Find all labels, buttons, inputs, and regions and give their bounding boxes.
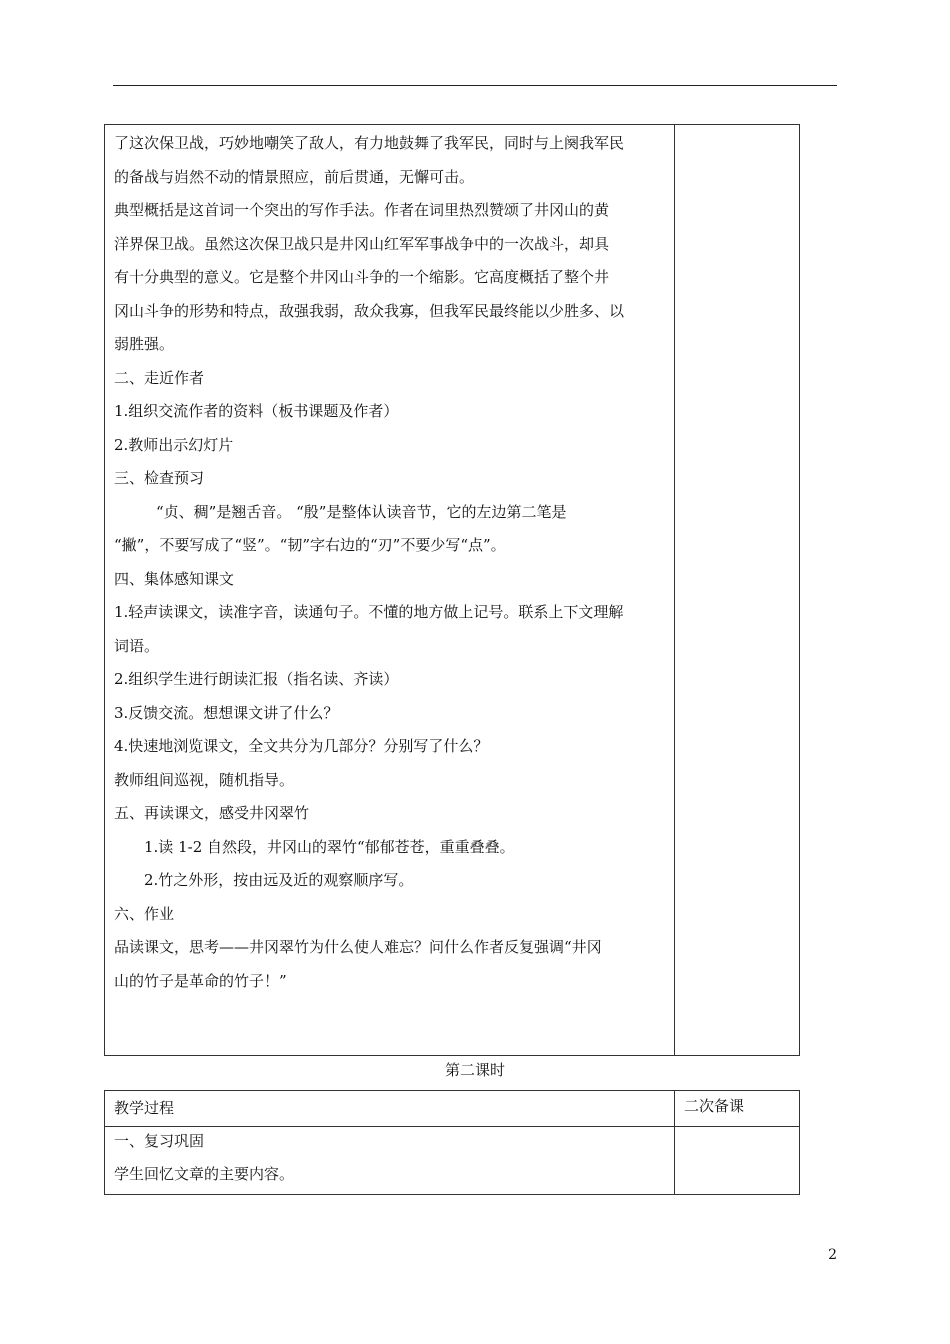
text-line: 2.竹之外形，按由远及近的观察顺序写。 bbox=[144, 871, 414, 889]
text-line: 2.组织学生进行朗读汇报（指名读、齐读） bbox=[114, 670, 399, 688]
text-line: 冈山斗争的形势和特点，敌强我弱，敌众我寡，但我军民最终能以少胜多、以 bbox=[114, 301, 625, 320]
page-number: 2 bbox=[828, 1247, 837, 1263]
section-heading: 四、集体感知课文 bbox=[114, 569, 235, 588]
row-divider bbox=[105, 1126, 799, 1127]
section-heading: 二、走近作者 bbox=[114, 368, 205, 387]
text-line: 山的竹子是革命的竹子！” bbox=[114, 971, 287, 990]
section-heading: 六、作业 bbox=[114, 904, 175, 923]
text-line: “贞、稠”是翘舌音。 “殷”是整体认读音节，它的左边第二笔是 bbox=[156, 502, 567, 521]
text-line: 1.轻声读课文，读准字音，读通句子。不懂的地方做上记号。联系上下文理解 bbox=[114, 603, 624, 621]
text-line: “撇”，不要写成了“竖”。“韧”字右边的“刃”不要少写“点”。 bbox=[114, 536, 506, 554]
text-line: 4.快速地浏览课文，全文共分为几部分？分别写了什么？ bbox=[114, 737, 489, 755]
text-line: 了这次保卫战，巧妙地嘲笑了敌人，有力地鼓舞了我军民，同时与上阕我军民 bbox=[114, 134, 625, 152]
text-line: 1.读 1-2 自然段，井冈山的翠竹“郁郁苍苍，重重叠叠。 bbox=[144, 837, 515, 856]
text-line: 弱胜强。 bbox=[114, 335, 175, 353]
text-line: 的备战与岿然不动的情景照应，前后贯通，无懈可击。 bbox=[114, 167, 475, 186]
section-heading: 三、检查预习 bbox=[114, 469, 205, 487]
text-line: 品读课文，思考——井冈翠竹为什么使人难忘？问什么作者反复强调“井冈 bbox=[114, 938, 602, 956]
text-line: 洋界保卫战。虽然这次保卫战只是井冈山红军军事战争中的一次战斗，却具 bbox=[114, 234, 610, 253]
second-lesson-table bbox=[104, 1090, 800, 1195]
text-line: 学生回忆文章的主要内容。 bbox=[114, 1165, 295, 1183]
text-line: 1.组织交流作者的资料（板书课题及作者） bbox=[114, 402, 399, 420]
text-line: 2.教师出示幻灯片 bbox=[114, 435, 234, 454]
column-divider bbox=[674, 125, 675, 1055]
lesson-table bbox=[104, 124, 800, 1056]
section-heading: 五、再读课文，感受井冈翠竹 bbox=[114, 804, 310, 822]
header-rule bbox=[113, 85, 837, 86]
text-line: 词语。 bbox=[114, 636, 160, 655]
teaching-process-cell bbox=[114, 127, 666, 998]
session-title: 第二课时 bbox=[444, 1061, 505, 1079]
header-teaching-process: 教学过程 bbox=[114, 1099, 175, 1117]
column-divider bbox=[674, 1091, 675, 1194]
text-line: 有十分典型的意义。它是整个井冈山斗争的一个缩影。它高度概括了整个井 bbox=[114, 268, 610, 286]
text-line: 3.反馈交流。想想课文讲了什么？ bbox=[114, 703, 339, 722]
text-line: 教师组间巡视，随机指导。 bbox=[114, 770, 295, 789]
section-heading: 一、复习巩固 bbox=[114, 1132, 205, 1150]
text-line: 典型概括是这首词一个突出的写作手法。作者在词里热烈赞颂了井冈山的黄 bbox=[114, 201, 610, 219]
header-second-preparation: 二次备课 bbox=[684, 1097, 745, 1115]
